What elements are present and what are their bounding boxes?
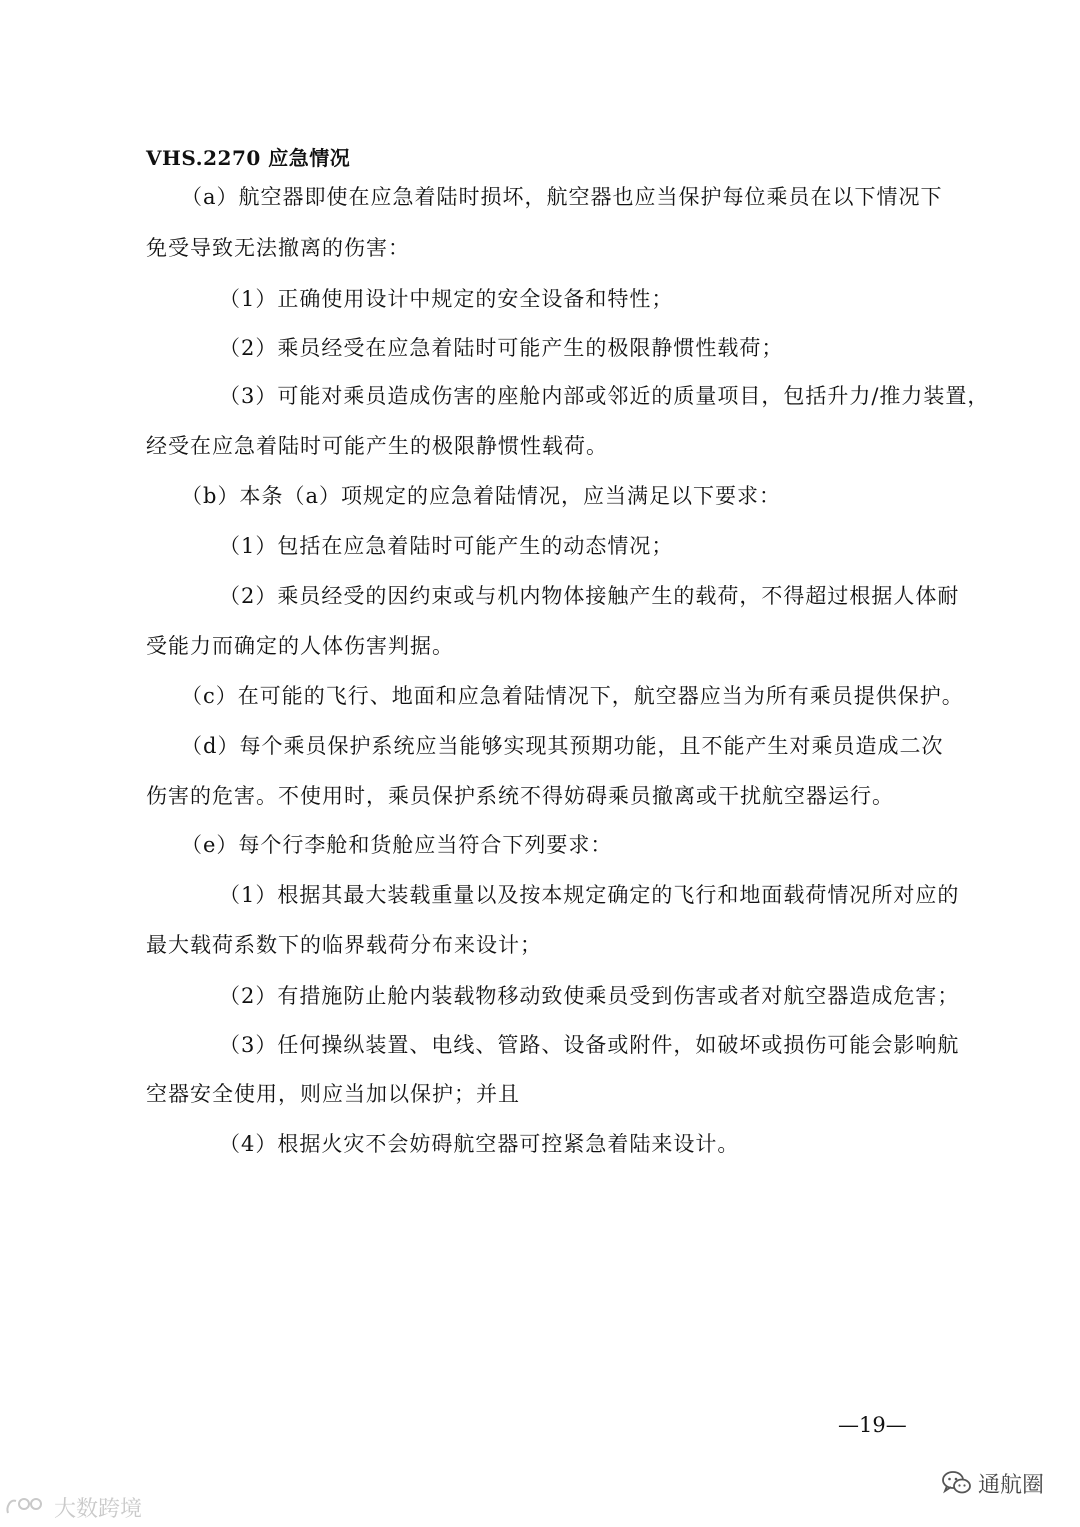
item-a-3-line-2: 经受在应急着陆时可能产生的极限静惯性载荷。 (146, 434, 608, 458)
watermark-right (942, 1466, 1044, 1500)
watermark-left (4, 1493, 142, 1521)
wechat-icon (942, 1470, 972, 1496)
item-e-1-line-1: （1）根据其最大装载重量以及按本规定确定的飞行和地面载荷情况所对应的 (219, 883, 960, 907)
watermark-left-text: 大数跨境 (54, 1496, 143, 1522)
item-a-1: （1）正确使用设计中规定的安全设备和特性； (219, 287, 674, 311)
item-e-3-line-2: 空器安全使用，则应当加以保护；并且 (146, 1082, 520, 1106)
item-e-2: （2）有措施防止舱内装载物移动致使乘员受到伤害或者对航空器造成危害； (219, 984, 960, 1008)
watermark-right-text: 通航圈 (978, 1472, 1045, 1498)
item-b-1: （1）包括在应急着陆时可能产生的动态情况； (219, 534, 674, 558)
section-title: VHS.2270 应急情况 (146, 146, 351, 170)
item-e-1-line-2: 最大载荷系数下的临界载荷分布来设计； (146, 933, 542, 957)
page-number: —19— (838, 1413, 907, 1437)
paragraph-d-line-2: 伤害的危害。不使用时，乘员保护系统不得妨碍乘员撤离或干扰航空器运行。 (146, 784, 894, 808)
item-a-2: （2）乘员经受在应急着陆时可能产生的极限静惯性载荷； (219, 336, 784, 360)
paragraph-e: （e）每个行李舱和货舱应当符合下列要求： (181, 833, 613, 857)
item-a-3-line-1: （3）可能对乘员造成伤害的座舱内部或邻近的质量项目，包括升力/推力装置， (219, 384, 990, 408)
item-b-2-line-1: （2）乘员经受的因约束或与机内物体接触产生的载荷，不得超过根据人体耐 (219, 584, 960, 608)
paragraph-a-line-2: 免受导致无法撤离的伤害： (146, 236, 410, 260)
paragraph-c: （c）在可能的飞行、地面和应急着陆情况下，航空器应当为所有乘员提供保护。 (181, 684, 964, 708)
item-b-2-line-2: 受能力而确定的人体伤害判据。 (146, 634, 454, 658)
brand-logo-icon (4, 1495, 48, 1519)
paragraph-b: （b）本条（a）项规定的应急着陆情况，应当满足以下要求： (181, 484, 781, 508)
paragraph-d-line-1: （d）每个乘员保护系统应当能够实现其预期功能，且不能产生对乘员造成二次 (181, 734, 944, 758)
item-e-3-line-1: （3）任何操纵装置、电线、管路、设备或附件，如破坏或损伤可能会影响航 (219, 1033, 960, 1057)
paragraph-a-line-1: （a）航空器即使在应急着陆时损坏，航空器也应当保护每位乘员在以下情况下 (181, 185, 943, 209)
item-e-4: （4）根据火灾不会妨碍航空器可控紧急着陆来设计。 (219, 1132, 740, 1156)
